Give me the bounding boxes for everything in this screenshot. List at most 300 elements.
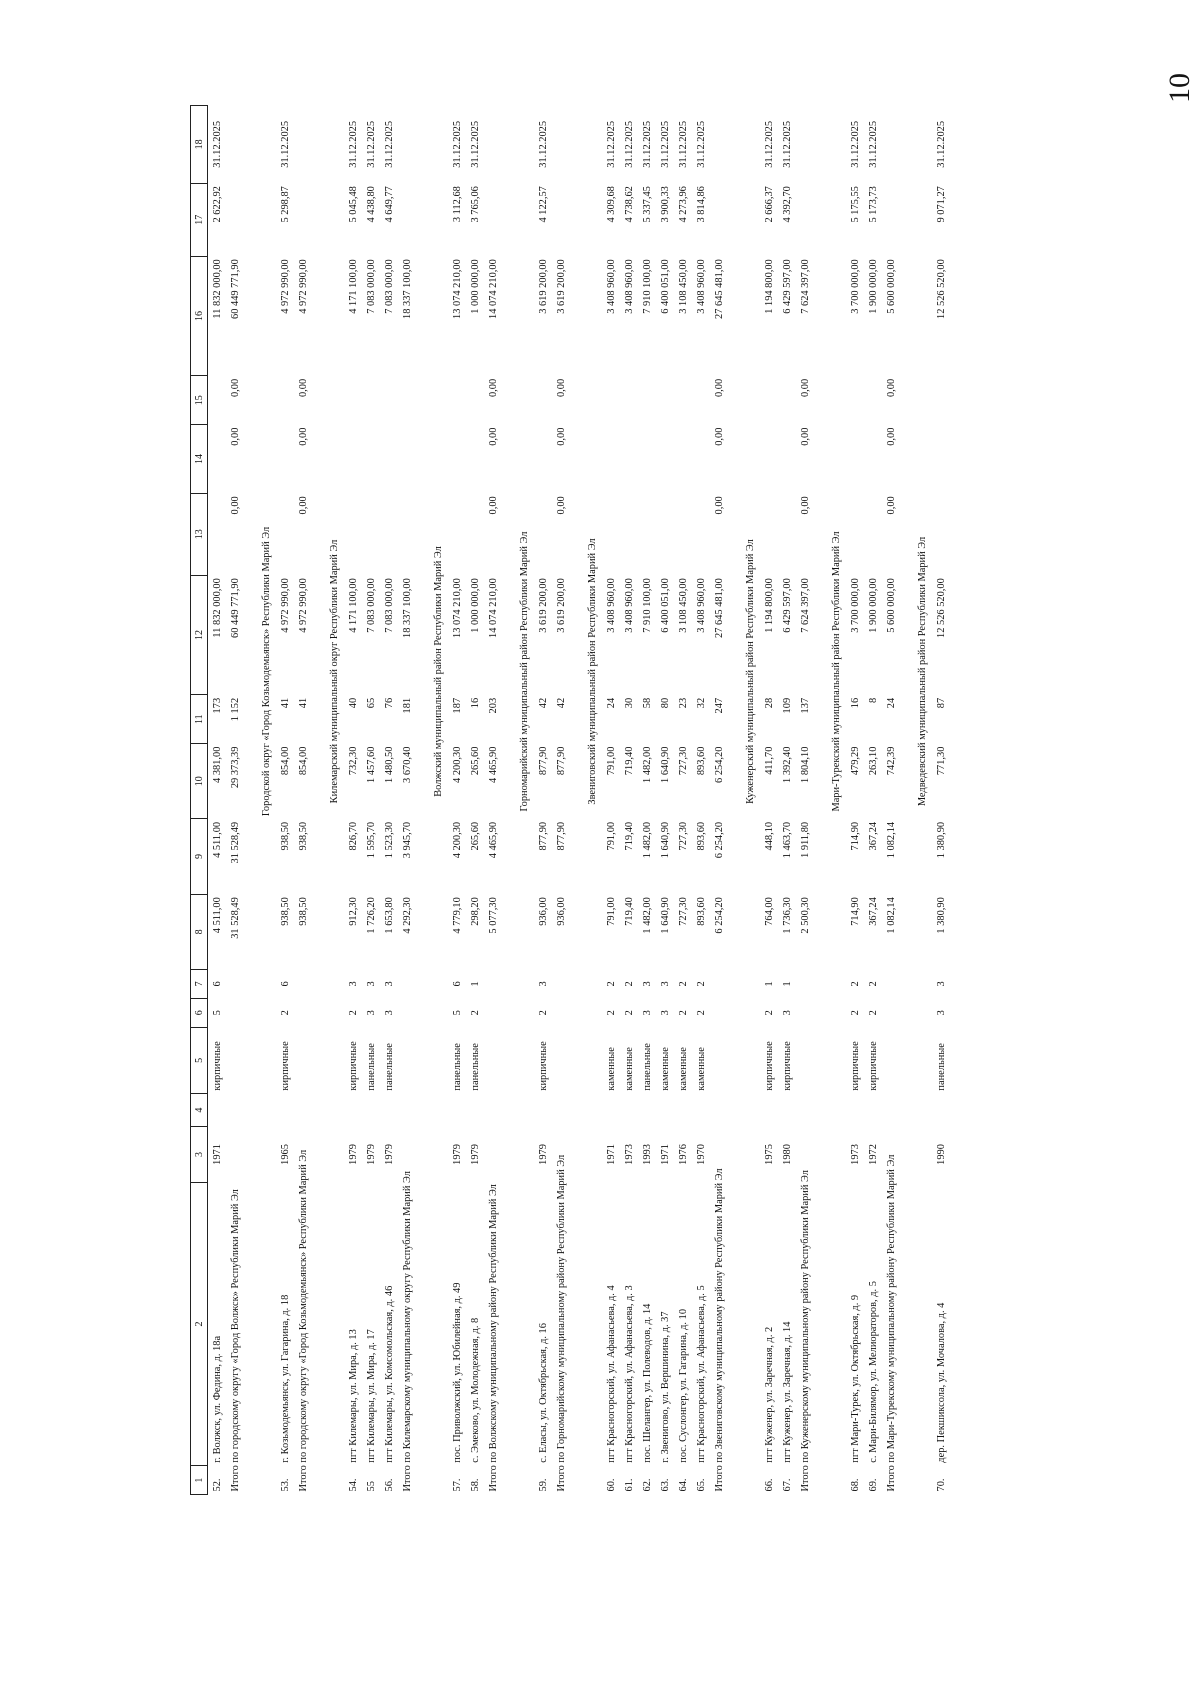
cell-c12: 12 526 520,00 bbox=[935, 578, 947, 638]
floors: 2 bbox=[867, 1010, 879, 1016]
cell-c11: 28 bbox=[763, 697, 775, 709]
cell-c10: 1 480,50 bbox=[383, 746, 395, 783]
col-4 bbox=[534, 1094, 552, 1127]
cell-c15 bbox=[208, 376, 227, 425]
cell-c10: 265,60 bbox=[469, 746, 481, 776]
cell-c15 bbox=[448, 376, 466, 425]
year-built: 1965 bbox=[279, 1144, 291, 1165]
year-built: 1976 bbox=[677, 1144, 689, 1165]
completion-date: 31.12.2025 bbox=[677, 120, 689, 168]
table-row bbox=[846, 106, 864, 1495]
address: пгт Красногорский, ул. Афанасьева, д. 4 bbox=[605, 1285, 617, 1463]
completion-date: 31.12.2025 bbox=[867, 120, 879, 168]
cell-c17: 4 738,62 bbox=[623, 186, 635, 223]
subtotal-row bbox=[710, 106, 728, 1495]
cell-c8: 938,50 bbox=[279, 897, 291, 926]
cell-c16: 6 429 597,00 bbox=[781, 259, 793, 314]
cell-c9: 367,24 bbox=[867, 821, 879, 851]
cell-c11: 76 bbox=[383, 697, 395, 709]
table-row bbox=[344, 106, 362, 1495]
cell-c11: 42 bbox=[555, 697, 567, 709]
entrances: 2 bbox=[695, 981, 707, 987]
cell-c9: 1 523,30 bbox=[383, 821, 395, 859]
cell-c17 bbox=[552, 183, 570, 256]
row-number: 63. bbox=[659, 1478, 671, 1492]
section-title: Килемарский муниципальный округ Республики Марий Эл bbox=[328, 539, 340, 804]
entrances: 2 bbox=[867, 981, 879, 987]
year-built: 1979 bbox=[451, 1144, 463, 1165]
cell-c13 bbox=[864, 493, 882, 575]
cell-c14 bbox=[674, 425, 692, 494]
year-built: 1979 bbox=[383, 1144, 395, 1165]
cell-c16: 13 074 210,00 bbox=[451, 259, 463, 319]
cell-c12: 11 832 000,00 bbox=[211, 578, 223, 638]
header-cell-11: 11 bbox=[191, 695, 208, 744]
cell-c16: 4 972 990,00 bbox=[297, 259, 309, 314]
floors: 2 bbox=[347, 1010, 359, 1016]
cell-c17 bbox=[710, 183, 728, 256]
cell-c17: 5 045,48 bbox=[347, 186, 359, 223]
cell-c17: 4 649,77 bbox=[383, 186, 395, 223]
cell-c16: 7 624 397,00 bbox=[799, 259, 811, 314]
address: пгт Красногорский, ул. Афанасьева, д. 3 bbox=[623, 1285, 635, 1463]
header-cell-16: 16 bbox=[191, 256, 208, 376]
header-cell-13: 13 bbox=[191, 493, 208, 575]
cell-c15 bbox=[534, 376, 552, 425]
cell-c16: 3 408 960,00 bbox=[695, 259, 707, 314]
completion-date: 31.12.2025 bbox=[211, 120, 223, 168]
cell-c17 bbox=[796, 183, 814, 256]
subtotal-label: Итого по Горномарийскому муниципальному району Республики Марий Эл bbox=[555, 1154, 567, 1492]
cell-c12: 3 700 000,00 bbox=[849, 578, 861, 633]
cell-c14 bbox=[760, 425, 778, 494]
cell-c8: 1 082,14 bbox=[885, 897, 897, 934]
address: с. Еласы, ул. Октябрьская, д. 16 bbox=[537, 1323, 549, 1463]
cell-c16: 18 337 100,00 bbox=[401, 259, 413, 319]
cell-c11: 1 152 bbox=[229, 697, 241, 722]
cell-c11: 137 bbox=[799, 697, 811, 714]
cell-c8: 367,24 bbox=[867, 897, 879, 926]
cell-c10: 1 804,10 bbox=[799, 746, 811, 783]
year-built: 1971 bbox=[605, 1144, 617, 1165]
section-title: Городской округ «Город Козьмодемьянск» Республики Марий Эл bbox=[260, 526, 272, 817]
floors: 5 bbox=[451, 1010, 463, 1016]
cell-c9: 826,70 bbox=[347, 821, 359, 851]
cell-c15 bbox=[620, 376, 638, 425]
entrances: 1 bbox=[781, 981, 793, 987]
completion-date bbox=[882, 106, 900, 184]
row-number: 67. bbox=[781, 1478, 793, 1492]
cell-c9: 719,40 bbox=[623, 821, 635, 851]
cell-c9: 877,90 bbox=[537, 821, 549, 851]
header-cell-15: 15 bbox=[191, 376, 208, 425]
cell-c17 bbox=[226, 183, 244, 256]
cell-c11: 41 bbox=[279, 697, 291, 709]
cell-c8: 714,90 bbox=[849, 897, 861, 926]
row-number: 57. bbox=[451, 1478, 463, 1492]
spacer-row bbox=[900, 106, 912, 1495]
cell-c11: 173 bbox=[211, 697, 223, 714]
row-number: 61. bbox=[623, 1478, 635, 1492]
cell-c15 bbox=[674, 376, 692, 425]
wall-material: кирпичные bbox=[211, 1041, 223, 1091]
row-number: 56. bbox=[383, 1478, 395, 1492]
floors: 3 bbox=[641, 1010, 653, 1016]
cell-c8: 298,20 bbox=[469, 897, 481, 926]
entrances: 3 bbox=[347, 981, 359, 987]
cell-c15 bbox=[362, 376, 380, 425]
address: пгт Красногорский, ул. Афанасьева, д. 5 bbox=[695, 1285, 707, 1463]
entrances: 2 bbox=[605, 981, 617, 987]
table-row bbox=[602, 106, 620, 1495]
spacer-cell bbox=[728, 106, 740, 1495]
wall-material: каменные bbox=[623, 1047, 635, 1091]
cell-c11: 65 bbox=[365, 697, 377, 709]
cell-c17: 2 666,37 bbox=[763, 186, 775, 223]
cell-c8: 4 292,30 bbox=[401, 897, 413, 934]
cell-c13: 0,00 bbox=[799, 496, 811, 515]
address: пгт Мари-Турек, ул. Октябрьская, д. 9 bbox=[849, 1294, 861, 1463]
cell-c14 bbox=[638, 425, 656, 494]
cell-c11: 203 bbox=[487, 697, 499, 714]
wall-material: кирпичные bbox=[867, 1041, 879, 1091]
cell-c17: 4 392,70 bbox=[781, 186, 793, 223]
wall-material: панельные bbox=[365, 1043, 377, 1091]
completion-date bbox=[294, 106, 312, 184]
cell-c11: 30 bbox=[623, 697, 635, 709]
subtotal-row bbox=[796, 106, 814, 1495]
cell-c14: 0,00 bbox=[799, 427, 811, 446]
col-4 bbox=[344, 1094, 362, 1127]
cell-c15 bbox=[638, 376, 656, 425]
cell-c9: 938,50 bbox=[279, 821, 291, 851]
year-built: 1972 bbox=[867, 1144, 879, 1165]
section-title: Горномарийский муниципальный район Республики Марий Эл bbox=[518, 531, 530, 812]
table-row bbox=[638, 106, 656, 1495]
cell-c14: 0,00 bbox=[885, 427, 897, 446]
cell-c12: 3 408 960,00 bbox=[623, 578, 635, 633]
cell-c13 bbox=[674, 493, 692, 575]
completion-date: 31.12.2025 bbox=[605, 120, 617, 168]
address: пгт Куженер, ул. Заречная, д. 14 bbox=[781, 1321, 793, 1463]
cell-c13 bbox=[208, 493, 227, 575]
cell-c8: 791,00 bbox=[605, 897, 617, 926]
col-4 bbox=[362, 1094, 380, 1127]
cell-c17: 9 071,27 bbox=[935, 186, 947, 223]
subtotal-row bbox=[226, 106, 244, 1495]
year-built: 1979 bbox=[469, 1144, 481, 1165]
cell-c11: 247 bbox=[713, 697, 725, 714]
cell-c15 bbox=[932, 376, 950, 425]
col-4 bbox=[932, 1094, 950, 1127]
col-4 bbox=[620, 1094, 638, 1127]
col-4 bbox=[466, 1094, 484, 1127]
cell-c9: 893,60 bbox=[695, 821, 707, 851]
cell-c13 bbox=[846, 493, 864, 575]
cell-c9: 877,90 bbox=[555, 821, 567, 851]
entrances: 6 bbox=[279, 981, 291, 987]
cell-c11: 40 bbox=[347, 697, 359, 709]
row-number: 58. bbox=[469, 1478, 481, 1492]
cell-c17: 4 273,96 bbox=[677, 186, 689, 223]
floors: 2 bbox=[279, 1010, 291, 1016]
cell-c13 bbox=[692, 493, 710, 575]
cell-c14 bbox=[344, 425, 362, 494]
row-number: 60. bbox=[605, 1478, 617, 1492]
completion-date: 31.12.2025 bbox=[623, 120, 635, 168]
completion-date: 31.12.2025 bbox=[347, 120, 359, 168]
section-row bbox=[428, 106, 448, 1495]
floors: 2 bbox=[605, 1010, 617, 1016]
table-row bbox=[656, 106, 674, 1495]
cell-c10: 1 482,00 bbox=[641, 746, 653, 783]
section-row bbox=[324, 106, 344, 1495]
col-4 bbox=[692, 1094, 710, 1127]
cell-c10: 29 373,39 bbox=[229, 746, 241, 789]
table-row bbox=[380, 106, 398, 1495]
floors: 2 bbox=[537, 1010, 549, 1016]
cell-c14 bbox=[864, 425, 882, 494]
year-built: 1973 bbox=[623, 1144, 635, 1165]
cell-c12: 3 619 200,00 bbox=[537, 578, 549, 633]
cell-c15 bbox=[466, 376, 484, 425]
spacer-row bbox=[502, 106, 514, 1495]
cell-c15 bbox=[692, 376, 710, 425]
table-row bbox=[276, 106, 294, 1495]
cell-c8: 1 380,90 bbox=[935, 897, 947, 934]
address: дер. Пекшиксола, ул. Мочалова, д. 4 bbox=[935, 1302, 947, 1463]
cell-c11: 41 bbox=[297, 697, 309, 709]
wall-material: каменные bbox=[605, 1047, 617, 1091]
header-cell-17: 17 bbox=[191, 183, 208, 256]
cell-c17 bbox=[882, 183, 900, 256]
cell-c15 bbox=[778, 376, 796, 425]
cell-c11: 8 bbox=[867, 697, 879, 704]
cell-c16: 7 083 000,00 bbox=[383, 259, 395, 314]
floors: 2 bbox=[623, 1010, 635, 1016]
subtotal-label: Итого по Мари-Турекскому муниципальному району Республики Марий Эл bbox=[885, 1154, 897, 1492]
section-title: Куженерский муниципальный район Республики Марий Эл bbox=[744, 539, 756, 804]
cell-c12: 18 337 100,00 bbox=[401, 578, 413, 638]
cell-c8: 1 640,90 bbox=[659, 897, 671, 934]
cell-c15 bbox=[760, 376, 778, 425]
spacer-cell bbox=[244, 106, 256, 1495]
cell-c14 bbox=[362, 425, 380, 494]
cell-c12: 1 194 800,00 bbox=[763, 578, 775, 633]
cell-c17 bbox=[398, 183, 416, 256]
address: пос. Приволжский, ул. Юбилейная, д. 49 bbox=[451, 1282, 463, 1463]
wall-material: панельные bbox=[935, 1043, 947, 1091]
cell-c9: 448,10 bbox=[763, 821, 775, 851]
wall-material: панельные bbox=[383, 1043, 395, 1091]
cell-c12: 1 000 000,00 bbox=[469, 578, 481, 633]
spacer-cell bbox=[900, 106, 912, 1495]
cell-c12: 6 400 051,00 bbox=[659, 578, 671, 633]
spacer-cell bbox=[570, 106, 582, 1495]
header-cell-5: 5 bbox=[191, 1027, 208, 1093]
table-row bbox=[362, 106, 380, 1495]
floors: 3 bbox=[365, 1010, 377, 1016]
cell-c10: 771,30 bbox=[935, 746, 947, 776]
wall-material: кирпичные bbox=[347, 1041, 359, 1091]
wall-material: панельные bbox=[451, 1043, 463, 1091]
cell-c10: 4 381,00 bbox=[211, 746, 223, 783]
spacer-cell bbox=[814, 106, 826, 1495]
cell-c12: 3 108 450,00 bbox=[677, 578, 689, 633]
cell-c15: 0,00 bbox=[229, 378, 241, 398]
subtotal-row bbox=[882, 106, 900, 1495]
wall-material: кирпичные bbox=[849, 1041, 861, 1091]
header-cell-3: 3 bbox=[191, 1127, 208, 1182]
cell-c17: 4 309,68 bbox=[605, 186, 617, 223]
col-4 bbox=[638, 1094, 656, 1127]
row-number: 66. bbox=[763, 1478, 775, 1492]
cell-c15 bbox=[864, 376, 882, 425]
table-row bbox=[448, 106, 466, 1495]
cell-c8: 2 500,30 bbox=[799, 897, 811, 934]
wall-material: каменные bbox=[677, 1047, 689, 1091]
cell-c16: 3 408 960,00 bbox=[605, 259, 617, 314]
cell-c10: 1 640,90 bbox=[659, 746, 671, 783]
section-row bbox=[256, 106, 276, 1495]
cell-c8: 4 511,00 bbox=[211, 897, 223, 934]
year-built: 1971 bbox=[211, 1144, 223, 1165]
section-title: Волжский муниципальный район Республики Марий Эл bbox=[432, 546, 444, 797]
cell-c8: 1 726,20 bbox=[365, 897, 377, 934]
subtotal-label: Итого по городскому округу «Город Волжск» Республики Марий Эл bbox=[229, 1189, 241, 1492]
entrances: 3 bbox=[935, 981, 947, 987]
cell-c12: 13 074 210,00 bbox=[451, 578, 463, 638]
wall-material: кирпичные bbox=[781, 1041, 793, 1091]
cell-c14 bbox=[692, 425, 710, 494]
cell-c16: 5 600 000,00 bbox=[885, 259, 897, 314]
address: пгт Килемары, ул. Мира, д. 17 bbox=[365, 1329, 377, 1463]
cell-c17: 2 622,92 bbox=[211, 186, 223, 223]
entrances: 1 bbox=[763, 981, 775, 987]
cell-c8: 6 254,20 bbox=[713, 897, 725, 934]
completion-date: 31.12.2025 bbox=[935, 120, 947, 168]
cell-c11: 80 bbox=[659, 697, 671, 709]
cell-c8: 912,30 bbox=[347, 897, 359, 926]
cell-c8: 1 653,80 bbox=[383, 897, 395, 934]
section-row bbox=[582, 106, 602, 1495]
address: г. Звенигово, ул. Вершинина, д. 37 bbox=[659, 1311, 671, 1463]
wall-material: панельные bbox=[641, 1043, 653, 1091]
cell-c8: 1 736,30 bbox=[781, 897, 793, 934]
year-built: 1971 bbox=[659, 1144, 671, 1165]
cell-c9: 4 465,90 bbox=[487, 821, 499, 859]
col-4 bbox=[674, 1094, 692, 1127]
year-built: 1979 bbox=[537, 1144, 549, 1165]
entrances: 2 bbox=[623, 981, 635, 987]
cell-c14: 0,00 bbox=[487, 427, 499, 446]
row-number: 62. bbox=[641, 1478, 653, 1492]
completion-date: 31.12.2025 bbox=[365, 120, 377, 168]
floors: 2 bbox=[469, 1010, 481, 1016]
cell-c16: 1 900 000,00 bbox=[867, 259, 879, 314]
cell-c11: 187 bbox=[451, 697, 463, 714]
cell-c13: 0,00 bbox=[297, 496, 309, 515]
cell-c13: 0,00 bbox=[713, 496, 725, 515]
cell-c11: 181 bbox=[401, 697, 413, 714]
cell-c16: 3 408 960,00 bbox=[623, 259, 635, 314]
cell-c10: 411,70 bbox=[763, 746, 775, 775]
completion-date: 31.12.2025 bbox=[763, 120, 775, 168]
cell-c12: 4 171 100,00 bbox=[347, 578, 359, 633]
completion-date: 31.12.2025 bbox=[469, 120, 481, 168]
cell-c8: 719,40 bbox=[623, 897, 635, 926]
cell-c11: 32 bbox=[695, 697, 707, 709]
address: пос. Шелангер, ул. Полеводов, д. 14 bbox=[641, 1303, 653, 1463]
cell-c13: 0,00 bbox=[555, 496, 567, 515]
entrances: 3 bbox=[537, 981, 549, 987]
cell-c13: 0,00 bbox=[229, 496, 241, 515]
table-row bbox=[674, 106, 692, 1495]
row-number: 65. bbox=[695, 1478, 707, 1492]
cell-c12: 7 083 000,00 bbox=[365, 578, 377, 633]
completion-date: 31.12.2025 bbox=[781, 120, 793, 168]
cell-c16: 12 526 520,00 bbox=[935, 259, 947, 319]
year-built: 1993 bbox=[641, 1144, 653, 1165]
header-cell-9: 9 bbox=[191, 819, 208, 894]
cell-c13 bbox=[932, 493, 950, 575]
cell-c12: 4 972 990,00 bbox=[297, 578, 309, 633]
cell-c11: 109 bbox=[781, 697, 793, 714]
cell-c12: 14 074 210,00 bbox=[487, 578, 499, 638]
address: пгт Куженер, ул. Заречная, д. 2 bbox=[763, 1326, 775, 1463]
cell-c17: 5 173,73 bbox=[867, 186, 879, 223]
table-header bbox=[191, 106, 208, 1495]
cell-c11: 87 bbox=[935, 697, 947, 709]
completion-date: 31.12.2025 bbox=[451, 120, 463, 168]
cell-c9: 265,60 bbox=[469, 821, 481, 851]
cell-c10: 732,30 bbox=[347, 746, 359, 776]
cell-c15 bbox=[380, 376, 398, 425]
cell-c16: 3 108 450,00 bbox=[677, 259, 689, 314]
cell-c16: 6 400 051,00 bbox=[659, 259, 671, 314]
cell-c12: 7 083 000,00 bbox=[383, 578, 395, 633]
row-number: 64. bbox=[677, 1478, 689, 1492]
table-body bbox=[208, 106, 951, 1495]
entrances: 6 bbox=[211, 981, 223, 987]
cell-c16: 4 171 100,00 bbox=[347, 259, 359, 314]
header-row bbox=[191, 106, 208, 1495]
cell-c9: 1 463,70 bbox=[781, 821, 793, 859]
cell-c13 bbox=[466, 493, 484, 575]
entrances: 2 bbox=[849, 981, 861, 987]
cell-c13 bbox=[778, 493, 796, 575]
row-number: 69. bbox=[867, 1478, 879, 1492]
floors: 2 bbox=[849, 1010, 861, 1016]
cell-c13 bbox=[638, 493, 656, 575]
row-number: 55 bbox=[365, 1481, 377, 1492]
cell-c13 bbox=[602, 493, 620, 575]
year-built: 1979 bbox=[347, 1144, 359, 1165]
cell-c15 bbox=[344, 376, 362, 425]
wall-material: каменные bbox=[659, 1047, 671, 1091]
cell-c13 bbox=[760, 493, 778, 575]
entrances: 6 bbox=[451, 981, 463, 987]
table-row bbox=[534, 106, 552, 1495]
cell-c9: 938,50 bbox=[297, 821, 309, 851]
floors: 2 bbox=[695, 1010, 707, 1016]
cell-c11: 24 bbox=[885, 697, 897, 709]
subtotal-row bbox=[294, 106, 312, 1495]
cell-c16: 3 619 200,00 bbox=[537, 259, 549, 314]
completion-date bbox=[552, 106, 570, 184]
wall-material: панельные bbox=[469, 1043, 481, 1091]
cell-c15 bbox=[656, 376, 674, 425]
